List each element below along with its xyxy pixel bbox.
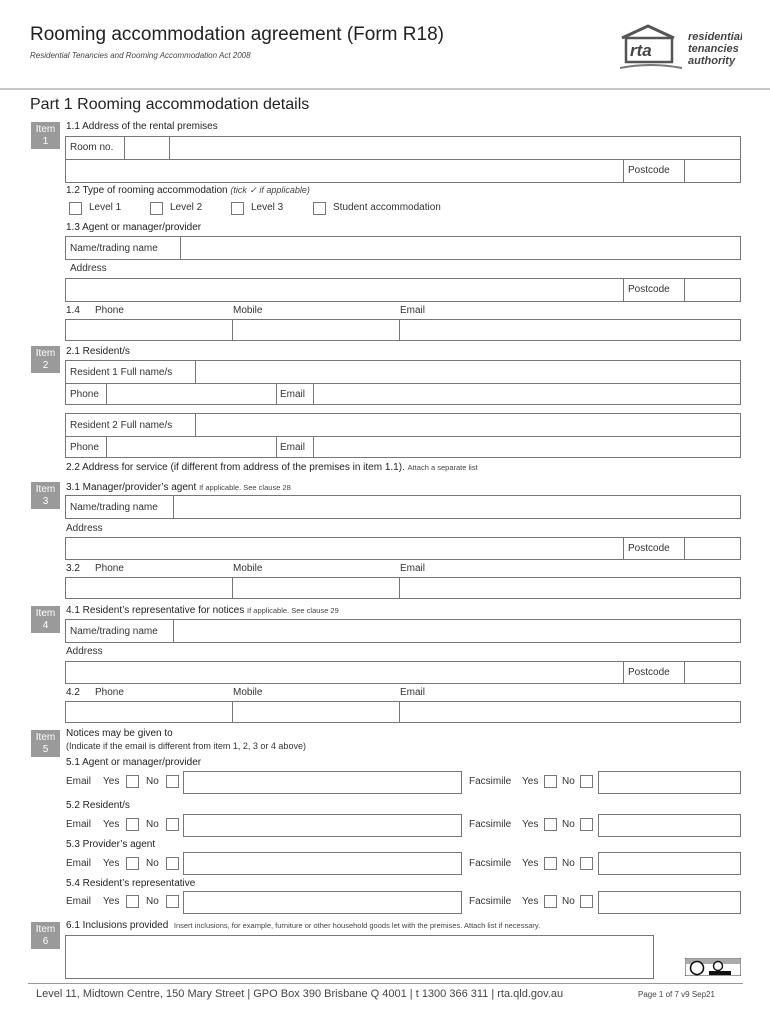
- heading-1-3: 1.3 Agent or manager/provider: [66, 222, 202, 233]
- footer-divider: [28, 983, 743, 984]
- resident-1-phone-field[interactable]: [107, 384, 277, 404]
- provider-agent-phone-label: Phone: [95, 563, 124, 574]
- notice-5-1-fax-yes-checkbox[interactable]: [544, 775, 557, 788]
- heading-5: Notices may be given to: [66, 728, 173, 739]
- premises-postcode-field[interactable]: [685, 160, 740, 182]
- agent-email-label: Email: [400, 305, 426, 316]
- provider-agent-address-label: Address: [66, 523, 103, 534]
- provider-agent-address-row: [65, 537, 741, 560]
- header-divider: [0, 88, 770, 90]
- premises-address-row: [65, 159, 741, 183]
- agent-name-label: Name/trading name: [70, 243, 158, 254]
- svg-text:residential: residential: [688, 31, 742, 43]
- notice-5-3-fax-no-label: No: [562, 858, 575, 869]
- provider-agent-name-label: Name/trading name: [70, 502, 158, 513]
- notice-5-2-email-no-label: No: [146, 819, 159, 830]
- representative-name-field[interactable]: [174, 620, 740, 642]
- notice-5-3-fax-label: Facsimile: [469, 858, 512, 869]
- notice-5-4-fax-label: Facsimile: [469, 896, 512, 907]
- resident-1-contact-row: [65, 383, 741, 405]
- heading-4-2: 4.2: [66, 687, 80, 698]
- agent-postcode-field[interactable]: [685, 279, 740, 301]
- notice-5-1-fax-no-label: No: [562, 776, 575, 787]
- postcode-label: Postcode: [628, 165, 670, 176]
- notice-5-1-email-yes-label: Yes: [103, 776, 120, 787]
- representative-address-label: Address: [66, 646, 103, 657]
- heading-2-2: 2.2 Address for service (if different from address of the premises in item 1.1). Attach a separate list: [66, 462, 478, 473]
- provider-agent-mobile-label: Mobile: [233, 563, 263, 574]
- act-subtitle: Residential Tenancies and Rooming Accommodation Act 2008: [30, 51, 251, 60]
- notice-5-1-fax-no-checkbox[interactable]: [580, 775, 593, 788]
- heading-3-1: 3.1 Manager/provider’s agent If applicable. See clause 28: [66, 482, 291, 493]
- notice-5-4-email-no-label: No: [146, 896, 159, 907]
- agent-phone-field[interactable]: [66, 320, 233, 340]
- representative-address-row: [65, 661, 741, 684]
- notice-5-4-fax-yes-checkbox[interactable]: [544, 895, 557, 908]
- notice-5-3-email-yes-checkbox[interactable]: [126, 857, 139, 870]
- notice-5-4-email-yes-label: Yes: [103, 896, 120, 907]
- level-1-checkbox[interactable]: [69, 202, 82, 215]
- item-5-badge: Item 5: [31, 730, 60, 757]
- resident-2-label: Resident 2 Full name/s: [70, 420, 173, 431]
- notice-5-4-fax-yes-label: Yes: [522, 896, 539, 907]
- notice-5-1-fax-label: Facsimile: [469, 776, 512, 787]
- resident-2-contact-row: [65, 436, 741, 458]
- representative-phone-field[interactable]: [66, 702, 233, 722]
- provider-agent-name-field[interactable]: [174, 496, 740, 518]
- notice-5-3-email-label: Email: [66, 858, 92, 869]
- heading-5-2: 5.2 Resident/s: [66, 800, 130, 811]
- resident-2-email-field[interactable]: [314, 437, 740, 457]
- provider-agent-name-row: [65, 495, 741, 519]
- representative-contact-row: [65, 701, 741, 723]
- notice-5-3-fax-no-checkbox[interactable]: [580, 857, 593, 870]
- representative-postcode-field[interactable]: [685, 662, 740, 683]
- svg-text:rta: rta: [630, 41, 652, 60]
- notice-5-2-fax-yes-label: Yes: [522, 819, 539, 830]
- provider-agent-postcode-label: Postcode: [628, 543, 670, 554]
- room-no-row: [65, 136, 741, 160]
- resident-1-email-field[interactable]: [314, 384, 740, 404]
- notice-5-2-email-no-checkbox[interactable]: [166, 818, 179, 831]
- part-title: Part 1 Rooming accommodation details: [30, 96, 310, 113]
- creative-commons-badge: [685, 958, 741, 976]
- agent-phone-label: Phone: [95, 305, 124, 316]
- heading-5-note: (Indicate if the email is different from item 1, 2, 3 or 4 above): [66, 741, 306, 751]
- footer-contact: Level 11, Midtown Centre, 150 Mary Street | GPO Box 390 Brisbane Q 4001 | t 1300 366 311 | rta.qld.gov.au: [36, 988, 564, 1000]
- resident-1-label: Resident 1 Full name/s: [70, 367, 173, 378]
- heading-5-3: 5.3 Provider’s agent: [66, 839, 156, 850]
- agent-name-row: [65, 236, 741, 260]
- room-no-field[interactable]: [125, 137, 170, 159]
- student-accommodation-label: Student accommodation: [333, 202, 441, 213]
- level-3-label: Level 3: [251, 202, 284, 213]
- representative-postcode-label: Postcode: [628, 667, 670, 678]
- notice-5-3-email-no-label: No: [146, 858, 159, 869]
- notice-5-4-fax-no-checkbox[interactable]: [580, 895, 593, 908]
- cc-license-icon: [685, 958, 741, 976]
- item-6-badge: Item 6: [31, 922, 60, 949]
- heading-1-1: 1.1 Address of the rental premises: [66, 121, 218, 132]
- notice-5-3-email-field[interactable]: [183, 852, 462, 875]
- resident-2-name-row: [65, 413, 741, 437]
- resident-1-name-field[interactable]: [196, 361, 740, 383]
- agent-mobile-label: Mobile: [233, 305, 263, 316]
- notice-5-1-email-yes-checkbox[interactable]: [126, 775, 139, 788]
- level-2-label: Level 2: [170, 202, 203, 213]
- representative-mobile-field[interactable]: [233, 702, 400, 722]
- room-no-label: Room no.: [70, 142, 114, 153]
- heading-4-1: 4.1 Resident’s representative for notices If applicable. See clause 29: [66, 605, 339, 616]
- heading-3-2: 3.2: [66, 563, 80, 574]
- representative-email-label: Email: [400, 687, 426, 698]
- notice-5-4-fax-no-label: No: [562, 896, 575, 907]
- provider-agent-email-label: Email: [400, 563, 426, 574]
- notice-5-2-email-field[interactable]: [183, 814, 462, 837]
- notice-5-1-fax-field[interactable]: [598, 771, 741, 794]
- notice-5-1-email-label: Email: [66, 776, 92, 787]
- notice-5-3-email-no-checkbox[interactable]: [166, 857, 179, 870]
- rta-house-icon: [620, 24, 742, 76]
- student-accommodation-checkbox[interactable]: [313, 202, 326, 215]
- heading-1-4: 1.4: [66, 305, 80, 316]
- item-2-badge: Item 2: [31, 346, 60, 373]
- provider-agent-email-field[interactable]: [400, 578, 740, 598]
- level-1-label: Level 1: [89, 202, 122, 213]
- notice-5-2-fax-no-checkbox[interactable]: [580, 818, 593, 831]
- notice-5-1-email-field[interactable]: [183, 771, 462, 794]
- representative-name-label: Name/trading name: [70, 626, 158, 637]
- notice-5-3-email-yes-label: Yes: [103, 858, 120, 869]
- resident-2-email-label: Email: [280, 442, 306, 453]
- representative-name-row: [65, 619, 741, 643]
- notice-5-3-fax-yes-checkbox[interactable]: [544, 857, 557, 870]
- representative-phone-label: Phone: [95, 687, 124, 698]
- form-title: Rooming accommodation agreement (Form R18): [30, 24, 444, 45]
- resident-1-phone-label: Phone: [70, 389, 99, 400]
- svg-text:tenancies: tenancies: [688, 43, 739, 55]
- notice-5-4-email-no-checkbox[interactable]: [166, 895, 179, 908]
- rta-logo: [620, 24, 742, 76]
- notice-5-1-email-no-label: No: [146, 776, 159, 787]
- page-number: Page 1 of 7 v9 Sep21: [638, 990, 715, 999]
- resident-2-phone-label: Phone: [70, 442, 99, 453]
- agent-email-field[interactable]: [400, 320, 740, 340]
- agent-mobile-field[interactable]: [233, 320, 400, 340]
- resident-2-phone-field[interactable]: [107, 437, 277, 457]
- item-3-badge: Item 3: [31, 482, 60, 509]
- resident-1-email-label: Email: [280, 389, 306, 400]
- svg-text:authority: authority: [688, 55, 736, 67]
- item-1-badge: Item 1: [31, 122, 60, 149]
- notice-5-4-fax-field[interactable]: [598, 891, 741, 914]
- provider-agent-contact-row: [65, 577, 741, 599]
- premises-address-line-1[interactable]: [170, 137, 740, 159]
- agent-name-field[interactable]: [181, 237, 740, 259]
- heading-5-1: 5.1 Agent or manager/provider: [66, 757, 202, 768]
- level-3-checkbox[interactable]: [231, 202, 244, 215]
- agent-address-label: Address: [70, 263, 107, 274]
- heading-1-2: 1.2 Type of rooming accommodation (tick ✓ if applicable): [66, 185, 310, 196]
- notice-5-2-fax-label: Facsimile: [469, 819, 512, 830]
- provider-agent-phone-field[interactable]: [66, 578, 233, 598]
- notice-5-2-fax-yes-checkbox[interactable]: [544, 818, 557, 831]
- agent-postcode-label: Postcode: [628, 284, 670, 295]
- agent-contact-row: [65, 319, 741, 341]
- inclusions-field[interactable]: [65, 935, 654, 979]
- representative-email-field[interactable]: [400, 702, 740, 722]
- notice-5-2-email-yes-checkbox[interactable]: [126, 818, 139, 831]
- provider-agent-postcode-field[interactable]: [685, 538, 740, 559]
- notice-5-2-fax-no-label: No: [562, 819, 575, 830]
- notice-5-4-email-yes-checkbox[interactable]: [126, 895, 139, 908]
- provider-agent-mobile-field[interactable]: [233, 578, 400, 598]
- heading-2-1: 2.1 Resident/s: [66, 346, 130, 357]
- notice-5-4-email-field[interactable]: [183, 891, 462, 914]
- notice-5-3-fax-field[interactable]: [598, 852, 741, 875]
- notice-5-1-fax-yes-label: Yes: [522, 776, 539, 787]
- notice-5-2-fax-field[interactable]: [598, 814, 741, 837]
- notice-5-4-email-label: Email: [66, 896, 92, 907]
- notice-5-2-email-yes-label: Yes: [103, 819, 120, 830]
- heading-5-4: 5.4 Resident’s representative: [66, 878, 196, 889]
- agent-address-row: [65, 278, 741, 302]
- level-2-checkbox[interactable]: [150, 202, 163, 215]
- resident-2-name-field[interactable]: [196, 414, 740, 436]
- item-4-badge: Item 4: [31, 606, 60, 633]
- notice-5-3-fax-yes-label: Yes: [522, 858, 539, 869]
- resident-1-name-row: [65, 360, 741, 384]
- notice-5-1-email-no-checkbox[interactable]: [166, 775, 179, 788]
- notice-5-2-email-label: Email: [66, 819, 92, 830]
- heading-6-1: 6.1 Inclusions provided Insert inclusions, for example, furniture or other household goods let with the premises. Attach list if necessary.: [66, 920, 541, 931]
- representative-mobile-label: Mobile: [233, 687, 263, 698]
